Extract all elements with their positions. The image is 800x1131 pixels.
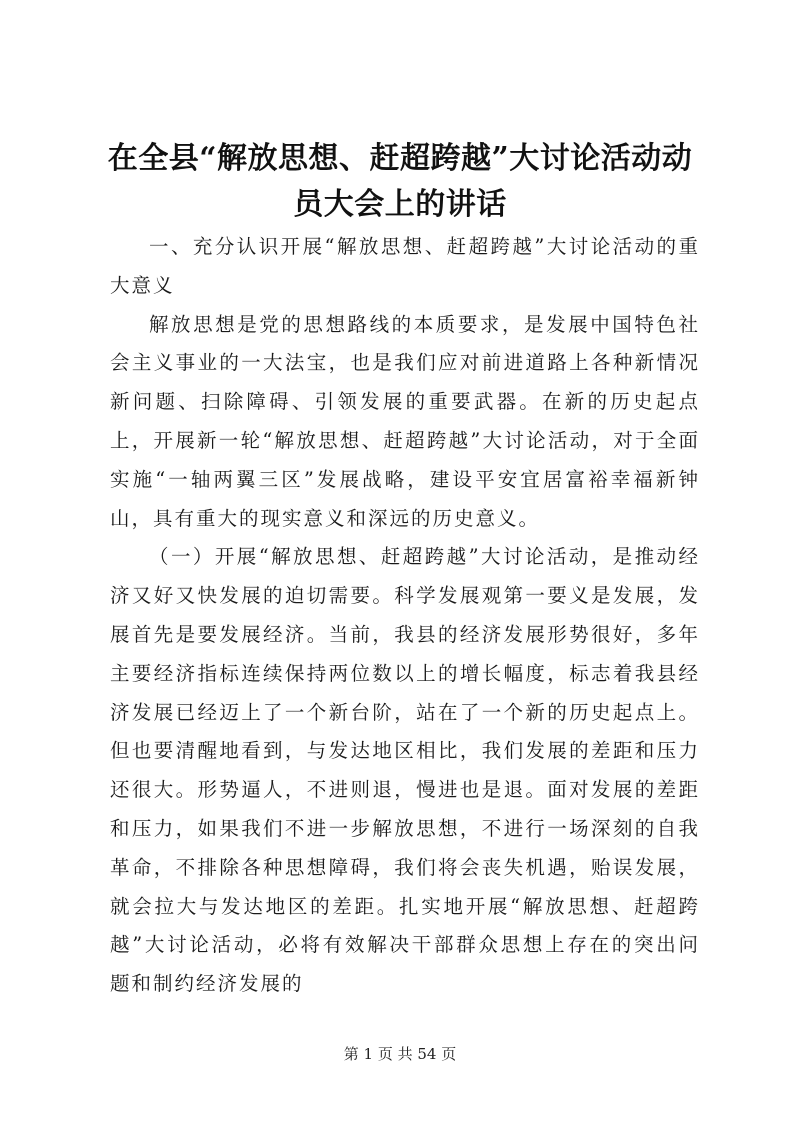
body-paragraph: （一）开展“解放思想、赶超跨越”大讨论活动，是推动经济又好又快发展的迫切需要。科学发展观第一要义是发展，发展首先是要发展经济。当前，我县的经济发展形势很好，多年主要经济指标连续保持两位数以上的增长幅度，标志着我县经济发展已经迈上了一个新台阶，站在了一个新的历史起点上。但也要清醒地看到，与发达地区相比，我们发展的差距和压力还很大。形势逼人，不进则退，慢进也是退。面对发展的差距和压力，如果我们不进一步解放思想，不进行一场深刻的自我革命，不排除各种思想障碍，我们将会丧失机遇，贻误发展，就会拉大与发达地区的差距。扎实地开展“解放思想、赶超跨越”大讨论活动，必将有效解决干部群众思想上存在的突出问题和制约经济发展的 xyxy=(110,545,700,996)
section-heading: 一、充分认识开展“解放思想、赶超跨越”大讨论活动的重大意义 xyxy=(110,235,700,297)
document-title: 在全县“解放思想、赶超跨越”大讨论活动动员大会上的讲话 xyxy=(107,141,693,222)
page-footer: 第 1 页 共 54 页 xyxy=(343,1045,457,1063)
body-paragraph: 解放思想是党的思想路线的本质要求，是发展中国特色社会主义事业的一大法宝，也是我们应对前进道路上各种新情况新问题、扫除障碍、引领发展的重要武器。在新的历史起点上，开展新一轮“解放思想、赶超跨越”大讨论活动，对于全面实施“一轴两翼三区”发展战略，建设平安宜居富裕幸福新钟山，具有重大的现实意义和深远的历史意义。 xyxy=(110,312,700,530)
document-body xyxy=(110,228,700,1004)
